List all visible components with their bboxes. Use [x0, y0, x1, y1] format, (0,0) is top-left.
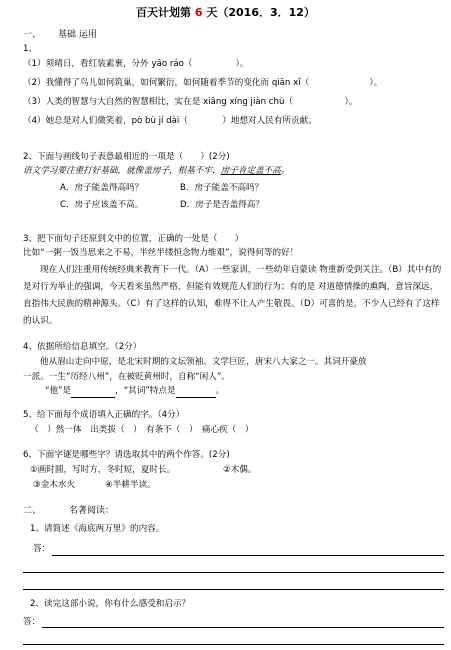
page-title	[0, 6, 451, 20]
s2-q2-answer-line-2[interactable]	[23, 644, 444, 645]
q2-stem: 2、下面与画线句子表意最相近的一项是（ ）(2分)	[23, 152, 230, 162]
q4-fill-mid: ，“其词”特点是	[115, 386, 176, 396]
q5-stem: 5、给下面每个成语填入正确的字。（4分）	[23, 410, 185, 420]
q4-fill-end: 。	[215, 386, 225, 396]
q2-sentence-underlined: 房子肯定盖不高	[220, 166, 281, 176]
s2-q2-stem: 2、读完这部小说，你有什么感受和启示？	[30, 599, 191, 609]
s2-q1-answer-label: 答：	[33, 544, 51, 554]
s2-q1-stem: 1、请简述《海底两万里》的内容。	[30, 524, 165, 534]
q4-stem: 4、依据所给信息填空。（2分）	[23, 342, 142, 352]
q3-paragraph: 现在人们注重用传统经典来教育下一代。（A）一些家训，一些幼年启蒙读 物重新受到关注。（B）其中有的是对行为举止的强调，今天看来虽然严格，但能有效规范人们的行为；有的是 对道德情操的熏陶，意旨深远，直指伟大民族的精神源头。（C）有了这样的认知，难得不让人产生敬畏。（D）可喜的是，不少人已经有了这样的认识。	[23, 265, 442, 326]
q6-stem: 6、下面字谜是哪些字？请选取其中的两个作答。(2分)	[23, 450, 230, 460]
section1-number: 一、	[23, 30, 42, 40]
q2-option-d: D．房子是否盖得高？	[180, 200, 264, 210]
q6-riddle-3: ③金木水火	[33, 480, 76, 490]
q6-riddle-1: ①画时圆，写时方，冬时短，夏时长。	[30, 465, 176, 475]
q2-sentence-post: 。	[280, 166, 290, 176]
q3-stem: 3、把下面句子还原到文中的位置，正确的一处是（ ）	[23, 234, 244, 244]
q1-item-4: （4）她总是对人们微笑着，pò bù jí dài（ ）地想对人民有所贡献。	[23, 116, 317, 126]
q4-text-line2: 一派。一生“历经八州”，在被贬黄州时，自称“闲人”。	[23, 372, 230, 382]
q2-option-a: A．房子能盖得高吗？	[60, 183, 144, 193]
section2-number: 二、	[23, 506, 42, 516]
q5-items: （ ）然一体 出类拔（ ） 有条不（ ） 痛心疾（ ）	[30, 425, 254, 435]
q2-sentence	[23, 166, 289, 177]
s2-q1-answer-line-1[interactable]	[52, 555, 444, 556]
q1-item-1: （1）须晴日，看红装素裹，分外 yāo ráo（ ）。	[23, 59, 249, 69]
s2-q1-answer-line-3[interactable]	[23, 589, 444, 590]
q6-riddle-4: ④半耕半读。	[105, 480, 156, 490]
s2-q2-answer-line-1[interactable]	[42, 627, 444, 628]
q3-example: 比如“一粥一饭当思来之不易，半丝半缕恒念物力维艰”，说得何等的好！	[23, 248, 299, 258]
q2-option-b: B．房子能盖不高吗？	[180, 183, 264, 193]
q1-number: 1、	[23, 44, 38, 54]
q1-item-2: （2）我懂得了鸟儿如何筑巢，如何繁衍，如何随着季节的变化而 qiān xǐ（ ）。	[23, 78, 383, 88]
q4-fill	[45, 386, 224, 398]
title-prefix: 百天计划第	[136, 6, 195, 19]
title-date: 天（2016．3．12）	[202, 6, 315, 19]
q2-sentence-pre: 语文学习要注重打好基础，就像盖房子，根基不牢，	[23, 166, 221, 176]
section2-title: 名著阅读：	[69, 506, 115, 516]
q6-riddle-2: ②木偶。	[223, 465, 257, 475]
q4-blank-1[interactable]	[71, 386, 115, 398]
q4-fill-pre: “他”是	[45, 386, 72, 396]
q4-text-line1: 他从眉山走向中原，是北宋时期的文坛领袖、文学巨匠，唐宋八大家之一。其词开豪放	[40, 357, 367, 367]
q4-blank-2[interactable]	[176, 386, 216, 398]
q2-option-c: C．房子应该盖不高。	[60, 200, 144, 210]
section1-title: 基础 运用	[58, 30, 97, 40]
s2-q1-answer-line-2[interactable]	[23, 572, 444, 573]
q1-item-3: （3）人类的智慧与大自然的智慧相比，实在是 xiāng xíng jiàn chù（ ）。	[23, 97, 358, 107]
title-day-number: 6	[194, 6, 203, 19]
s2-q2-answer-label: 答：	[23, 617, 41, 627]
